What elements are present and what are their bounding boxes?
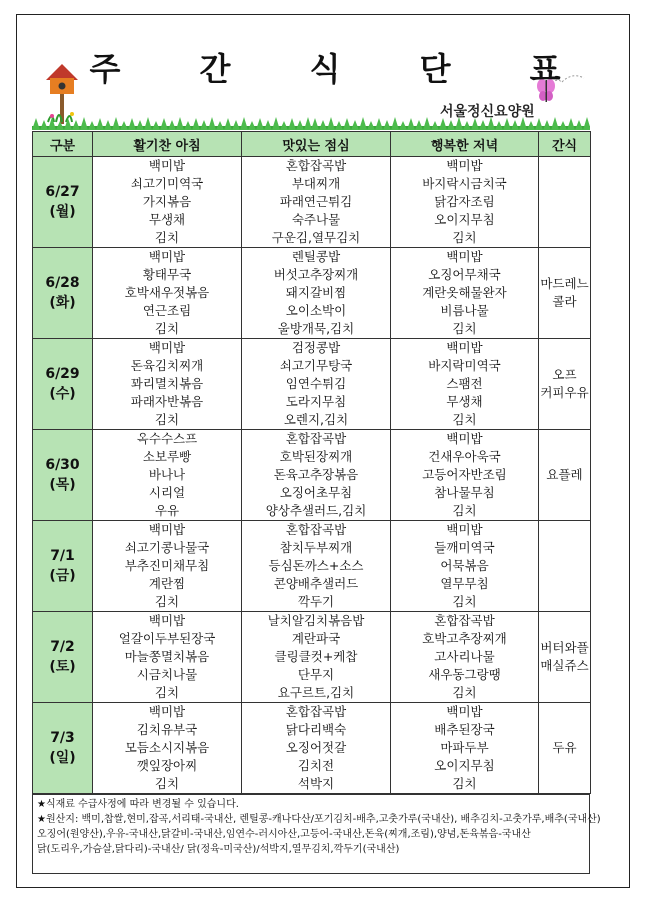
notes-box bbox=[32, 794, 601, 874]
snack-cell bbox=[539, 703, 591, 794]
menu-item: 등심돈까스+소스 bbox=[268, 558, 364, 573]
menu-item: 오이지무침 bbox=[434, 758, 495, 773]
menu-item: 백미밥 bbox=[148, 249, 186, 264]
menu-item: 김치 bbox=[452, 685, 477, 700]
header-dinner: 행복한 저녁 bbox=[391, 132, 539, 157]
day-weekday: (수) bbox=[49, 386, 76, 402]
menu-item: 백미밥 bbox=[446, 340, 483, 355]
snack-cell bbox=[539, 248, 591, 339]
day-cell bbox=[33, 703, 93, 794]
menu-item: 숙주나물 bbox=[291, 212, 341, 227]
menu-item: 무생채 bbox=[446, 394, 483, 409]
menu-item: 참치두부찌개 bbox=[279, 540, 353, 555]
day-cell bbox=[33, 430, 93, 521]
table-row bbox=[33, 248, 591, 339]
dinner-cell bbox=[391, 157, 539, 248]
menu-item: 마늘쫑멸치볶음 bbox=[124, 649, 210, 664]
menu-item: 오징어젓갈 bbox=[285, 740, 347, 755]
day-weekday: (토) bbox=[49, 659, 76, 675]
menu-item: 닭다리백숙 bbox=[285, 722, 347, 737]
menu-item: 양상추샐러드,김치 bbox=[265, 503, 367, 518]
menu-item: 마드레느 bbox=[540, 276, 589, 291]
menu-item: 두유 bbox=[552, 740, 577, 755]
menu-item: 바지락미역국 bbox=[428, 358, 501, 373]
menu-item: 김치유부국 bbox=[136, 722, 198, 737]
day-date: 6/30 bbox=[45, 457, 80, 473]
day-date: 7/1 bbox=[50, 548, 75, 564]
menu-item: 울방개묵,김치 bbox=[277, 321, 355, 336]
menu-item: 백미밥 bbox=[148, 704, 186, 719]
page-title: 주 간 식 단 표 bbox=[89, 50, 595, 88]
menu-item: 쇠고기콩나물국 bbox=[124, 540, 210, 555]
menu-item: 혼합잡곡밥 bbox=[285, 158, 347, 173]
day-cell bbox=[33, 521, 93, 612]
menu-item: 김치 bbox=[452, 230, 477, 245]
menu-item: 파래자반볶음 bbox=[130, 394, 204, 409]
menu-item: 바나나 bbox=[148, 467, 186, 482]
menu-item: 클링클컷+케찹 bbox=[274, 649, 358, 664]
menu-item: 부대찌개 bbox=[291, 176, 341, 191]
menu-item: 소보루빵 bbox=[142, 449, 192, 464]
menu-item: 쇠고기미역국 bbox=[130, 176, 204, 191]
menu-item: 시리얼 bbox=[148, 485, 186, 500]
menu-item: 매실쥬스 bbox=[540, 658, 589, 673]
table-row bbox=[33, 612, 591, 703]
menu-item: 배추된장국 bbox=[434, 722, 495, 737]
dinner-cell bbox=[391, 430, 539, 521]
day-weekday: (월) bbox=[49, 204, 76, 220]
menu-item: 오프 bbox=[552, 367, 577, 382]
snack-cell bbox=[539, 157, 591, 248]
menu-item: 호박고추장찌개 bbox=[422, 631, 507, 646]
breakfast-cell bbox=[93, 248, 242, 339]
menu-item: 김치 bbox=[452, 503, 477, 518]
menu-item: 백미밥 bbox=[446, 431, 483, 446]
day-weekday: (금) bbox=[49, 568, 76, 584]
menu-item: 어묵볶음 bbox=[440, 558, 489, 573]
menu-item: 황태무국 bbox=[142, 267, 192, 282]
menu-item: 깻잎장아찌 bbox=[136, 758, 198, 773]
menu-item: 요플레 bbox=[546, 467, 583, 482]
day-cell bbox=[33, 339, 93, 430]
day-date: 7/2 bbox=[50, 639, 75, 655]
menu-item: 쇠고기무탕국 bbox=[279, 358, 353, 373]
menu-item: 혼합잡곡밥 bbox=[285, 704, 347, 719]
menu-item: 도라지무침 bbox=[285, 394, 347, 409]
menu-item: 연근조림 bbox=[142, 303, 192, 318]
menu-item: 마파두부 bbox=[440, 740, 489, 755]
menu-item: 우유 bbox=[154, 503, 180, 518]
menu-item: 오이소박이 bbox=[285, 303, 347, 318]
day-date: 7/3 bbox=[50, 730, 75, 746]
menu-item: 백미밥 bbox=[148, 158, 186, 173]
menu-item: 렌틸콩밥 bbox=[291, 249, 341, 264]
breakfast-cell bbox=[93, 521, 242, 612]
day-date: 6/27 bbox=[45, 184, 80, 200]
menu-item: 호박된장찌개 bbox=[279, 449, 353, 464]
snack-cell bbox=[539, 430, 591, 521]
menu-item: 돼지갈비찜 bbox=[285, 285, 347, 300]
breakfast-cell bbox=[93, 430, 242, 521]
note-change-notice: ★식재료 수급사정에 따라 변경될 수 있습니다. bbox=[37, 799, 239, 810]
menu-item: 커피우유 bbox=[540, 385, 589, 400]
lunch-cell bbox=[242, 521, 391, 612]
header-snack: 간식 bbox=[539, 132, 591, 157]
menu-item: 검정콩밥 bbox=[291, 340, 341, 355]
menu-item: 백미밥 bbox=[446, 522, 483, 537]
table-row bbox=[33, 157, 591, 248]
lunch-cell bbox=[242, 703, 391, 794]
menu-item: 깍두기 bbox=[297, 594, 335, 609]
day-weekday: (일) bbox=[49, 750, 76, 766]
day-weekday: (목) bbox=[49, 477, 76, 493]
breakfast-cell bbox=[93, 157, 242, 248]
dinner-cell bbox=[391, 703, 539, 794]
snack-cell bbox=[539, 339, 591, 430]
header-row bbox=[33, 132, 591, 157]
note-origin-continued: 오징어(원양산),우유-국내산,닭갈비-국내산,임연수-러시아산,고등어-국내산,돈육(찌개,조림),양념,돈육볶음-국내산 bbox=[37, 829, 531, 840]
menu-item: 단무지 bbox=[297, 667, 335, 682]
lunch-cell bbox=[242, 339, 391, 430]
menu-item: 바지락시금치국 bbox=[422, 176, 507, 191]
menu-item: 스팸전 bbox=[446, 376, 483, 391]
menu-item: 김치 bbox=[452, 594, 477, 609]
lunch-cell bbox=[242, 248, 391, 339]
table-row bbox=[33, 430, 591, 521]
header-breakfast: 활기찬 아침 bbox=[93, 132, 242, 157]
menu-item: 오이지무침 bbox=[434, 212, 495, 227]
menu-item: 고등어자반조림 bbox=[422, 467, 507, 482]
menu-item: 모듬소시지볶음 bbox=[124, 740, 210, 755]
menu-item: 꽈리멸치볶음 bbox=[130, 376, 204, 391]
note-origin: ★원산지: 백미,찹쌀,현미,잡곡,서리태-국내산, 렌틸콩-캐나다산/포기김치-배추,고춧가루(국내산), 배추김치-고춧가루,배추(국내산) bbox=[37, 814, 601, 825]
menu-item: 김치전 bbox=[297, 758, 335, 773]
menu-item: 호박새우젓볶음 bbox=[124, 285, 210, 300]
menu-item: 백미밥 bbox=[148, 522, 186, 537]
menu-item: 파래연근튀김 bbox=[279, 194, 353, 209]
menu-item: 김치 bbox=[154, 230, 180, 245]
menu-item: 혼합잡곡밥 bbox=[434, 613, 495, 628]
day-cell bbox=[33, 248, 93, 339]
menu-item: 백미밥 bbox=[446, 704, 483, 719]
menu-item: 버섯고추장찌개 bbox=[273, 267, 359, 282]
menu-item: 새우동그랑땡 bbox=[428, 667, 501, 682]
header-lunch: 맛있는 점심 bbox=[242, 132, 391, 157]
menu-item: 부추진미채무침 bbox=[124, 558, 210, 573]
breakfast-cell bbox=[93, 703, 242, 794]
menu-item: 김치 bbox=[154, 321, 180, 336]
menu-item: 돈육김치찌개 bbox=[130, 358, 204, 373]
day-cell bbox=[33, 612, 93, 703]
menu-item: 백미밥 bbox=[148, 340, 186, 355]
menu-item: 오렌지,김치 bbox=[283, 412, 349, 427]
lunch-cell bbox=[242, 430, 391, 521]
dinner-cell bbox=[391, 248, 539, 339]
menu-item: 콘양배추샐러드 bbox=[273, 576, 359, 591]
menu-item: 석박지 bbox=[297, 776, 335, 791]
day-weekday: (화) bbox=[49, 295, 76, 311]
menu-item: 비름나물 bbox=[440, 303, 489, 318]
menu-item: 김치 bbox=[154, 776, 180, 791]
weekly-menu-table bbox=[32, 131, 591, 794]
dinner-cell bbox=[391, 612, 539, 703]
day-date: 6/28 bbox=[45, 275, 80, 291]
menu-item: 계란옷해물완자 bbox=[422, 285, 507, 300]
menu-item: 김치 bbox=[452, 776, 477, 791]
note-origin-continued-2: 닭(도리우,가슴살,닭다리)-국내산/ 닭(정육-미국산)/석박지,열무김치,깍두기(국내산) bbox=[37, 844, 400, 855]
menu-item: 열무무침 bbox=[440, 576, 489, 591]
menu-item: 혼합잡곡밥 bbox=[285, 431, 347, 446]
menu-item: 구운김,열무김치 bbox=[271, 230, 361, 245]
menu-item: 백미밥 bbox=[446, 158, 483, 173]
menu-item: 얼갈이두부된장국 bbox=[118, 631, 216, 646]
menu-item: 계란파국 bbox=[291, 631, 341, 646]
menu-item: 백미밥 bbox=[446, 249, 483, 264]
menu-item: 오징어무채국 bbox=[428, 267, 501, 282]
menu-item: 참나물무침 bbox=[434, 485, 495, 500]
menu-item: 돈육고추장볶음 bbox=[273, 467, 359, 482]
lunch-cell bbox=[242, 157, 391, 248]
menu-item: 김치 bbox=[452, 412, 477, 427]
menu-item: 백미밥 bbox=[148, 613, 186, 628]
menu-item: 닭감자조림 bbox=[434, 194, 495, 209]
menu-item: 오징어초무침 bbox=[279, 485, 353, 500]
dinner-cell bbox=[391, 339, 539, 430]
menu-item: 혼합잡곡밥 bbox=[285, 522, 347, 537]
table-row bbox=[33, 339, 591, 430]
menu-item: 김치 bbox=[154, 412, 180, 427]
snack-cell bbox=[539, 612, 591, 703]
dinner-cell bbox=[391, 521, 539, 612]
menu-item: 콜라 bbox=[552, 294, 577, 309]
menu-item: 건새우아욱국 bbox=[428, 449, 501, 464]
lunch-cell bbox=[242, 612, 391, 703]
menu-item: 들깨미역국 bbox=[434, 540, 495, 555]
menu-item: 가지볶음 bbox=[142, 194, 192, 209]
menu-item: 옥수수스프 bbox=[136, 431, 198, 446]
menu-item: 김치 bbox=[154, 685, 180, 700]
menu-item: 요구르트,김치 bbox=[277, 685, 355, 700]
header-category: 구분 bbox=[33, 132, 93, 157]
breakfast-cell bbox=[93, 339, 242, 430]
menu-item: 버터와플 bbox=[540, 640, 589, 655]
breakfast-cell bbox=[93, 612, 242, 703]
table-row bbox=[33, 521, 591, 612]
day-cell bbox=[33, 157, 93, 248]
menu-item: 고사리나물 bbox=[434, 649, 495, 664]
menu-item: 김치 bbox=[452, 321, 477, 336]
menu-item: 김치 bbox=[154, 594, 180, 609]
menu-item: 임연수튀김 bbox=[285, 376, 347, 391]
organization-name: 서울정신요양원 bbox=[440, 104, 535, 120]
menu-item: 시금치나물 bbox=[136, 667, 198, 682]
table-row bbox=[33, 703, 591, 794]
menu-item: 무생채 bbox=[148, 212, 186, 227]
menu-item: 계란찜 bbox=[148, 576, 186, 591]
snack-cell bbox=[539, 521, 591, 612]
day-date: 6/29 bbox=[45, 366, 80, 382]
menu-item: 날치알김치볶음밥 bbox=[267, 613, 365, 628]
